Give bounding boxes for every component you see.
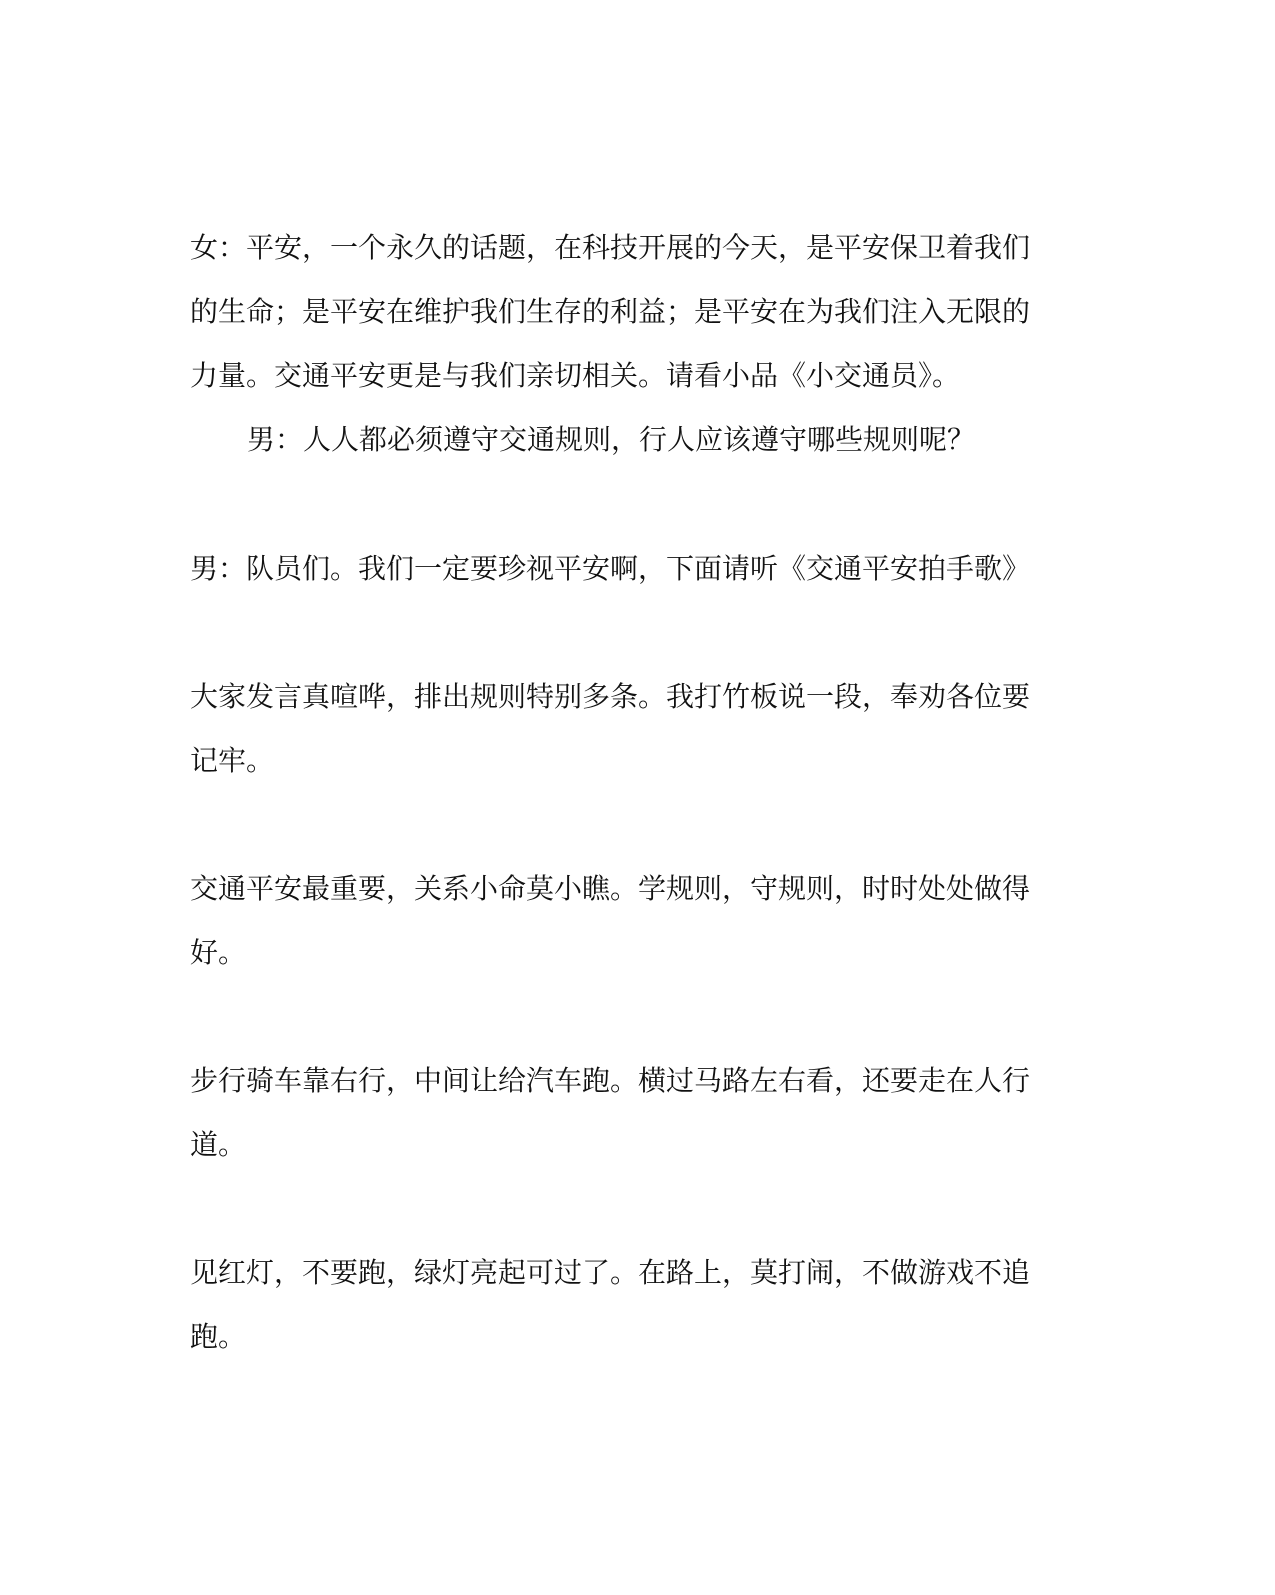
paragraph-line: 男：人人都必须遵守交通规则，行人应该遵守哪些规则呢？: [247, 423, 976, 456]
paragraph-line: 交通平安最重要，关系小命莫小瞧。学规则，守规则，时时处处做得: [190, 872, 1031, 905]
paragraph-line: 跑。: [190, 1320, 247, 1353]
paragraph-line: 道。: [190, 1128, 247, 1161]
paragraph-line: 步行骑车靠右行，中间让给汽车跑。横过马路左右看，还要走在人行: [190, 1064, 1031, 1097]
paragraph-line: 力量。交通平安更是与我们亲切相关。请看小品《小交通员》。: [190, 359, 961, 392]
paragraph-line: 女：平安，一个永久的话题，在科技开展的今天，是平安保卫着我们: [190, 231, 1031, 264]
paragraph-line: 好。: [190, 936, 247, 969]
paragraph-line: 大家发言真喧哗，排出规则特别多条。我打竹板说一段，奉劝各位要: [190, 680, 1031, 713]
paragraph-line: 的生命；是平安在维护我们生存的利益；是平安在为我们注入无限的: [190, 295, 1031, 328]
paragraph-line: 男：队员们。我们一定要珍视平安啊，下面请听《交通平安拍手歌》: [190, 552, 1031, 585]
paragraph-line: 记牢。: [190, 744, 275, 777]
paragraph-line: 见红灯，不要跑，绿灯亮起可过了。在路上，莫打闹，不做游戏不追: [190, 1256, 1031, 1289]
